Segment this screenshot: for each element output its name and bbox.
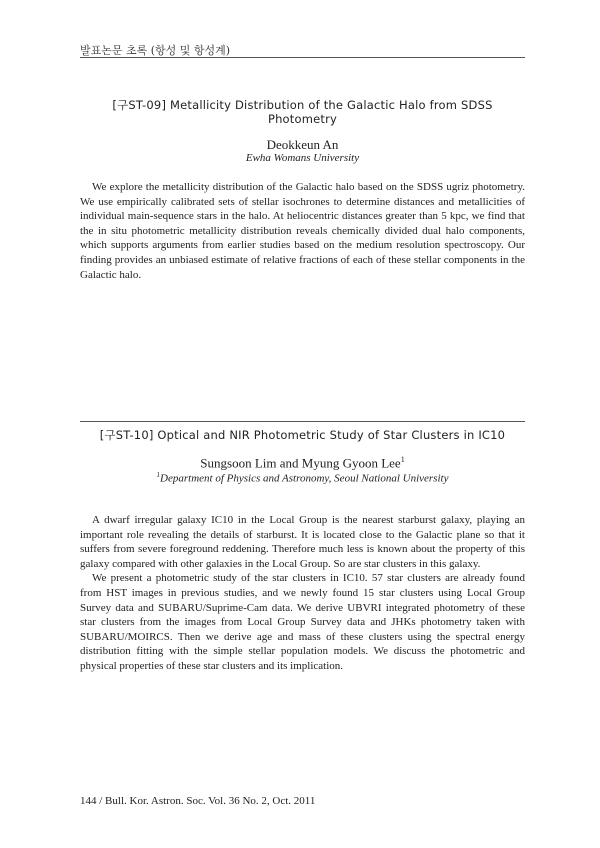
paper-1-author — [80, 137, 525, 153]
paper-1-title: [구ST-09] Metallicity Distribution of the Galactic Halo from SDSS Photometry — [112, 98, 493, 126]
paper-1-abstract-paragraph: We explore the metallicity distribution of the Galactic halo based on the SDSS ugriz photometry. We use empirically calibrated sets of stellar isochrones to determine distances and metallicities of individual main-sequence stars in the halo. At heliocentric distances greater than 5 kpc, we find that the in situ photometric metallicity distribution reveals chemically divided dual halo components, which supports arguments from earlier studies based on the medium resolution spectroscopy. Our finding provides an unbiased estimate of relative fractions of each of these stellar components in the Galactic halo. — [80, 181, 525, 281]
section-rule — [80, 421, 525, 422]
paper-1-author-name: Deokkeun An — [266, 137, 339, 152]
paper-2-affiliation-superscript: 1 — [156, 471, 161, 479]
page-footer: 144 / Bull. Kor. Astron. Soc. Vol. 36 No. 2, Oct. 2011 — [80, 795, 316, 807]
paper-1-affiliation: Ewha Womans University — [245, 152, 360, 164]
paper-2-abstract — [80, 513, 525, 674]
paper-2-author-superscript: 1 — [400, 455, 405, 464]
paper-1-abstract — [80, 180, 525, 282]
header-rule — [80, 57, 525, 58]
paper-2-author-name: Sungsoon Lim and Myung Gyoon Lee — [200, 455, 401, 471]
paper-2-abstract-paragraph-1: A dwarf irregular galaxy IC10 in the Local Group is the nearest starburst galaxy, playing an important role revealing the details of starburst. It is located close to the Galactic plane so that it suffers from severe foreground reddening. Therefore much less is known about the property of this galaxy compared with other galaxies in the Local Group. So are star clusters in this galaxy. — [80, 514, 525, 570]
paper-2-title: [구ST-10] Optical and NIR Photometric Study of Star Clusters in IC10 — [99, 428, 506, 442]
paper-2-author — [80, 455, 525, 471]
paper-2-abstract-paragraph-2: We present a photometric study of the star clusters in IC10. 57 star clusters are already found from HST images in previous studies, and we newly found 15 star clusters using Local Group Survey data and SUBARU/Suprime-Cam data. We derive UBVRI integrated photometry of these star clusters from the images from Local Group Survey data and JHKs photometry taken with SUBARU/MOIRCS. Then we derive age and mass of these clusters using the spectral energy distribution fitting with the simple stellar population models. We discuss the photometric and physical properties of these star clusters and its implication. — [80, 572, 525, 672]
paper-2-affiliation-name: Department of Physics and Astronomy, Seoul National University — [160, 472, 449, 485]
paper-2-affiliation — [80, 471, 525, 485]
running-header: 발표논문 초록 (항성 및 항성계) — [80, 44, 231, 57]
